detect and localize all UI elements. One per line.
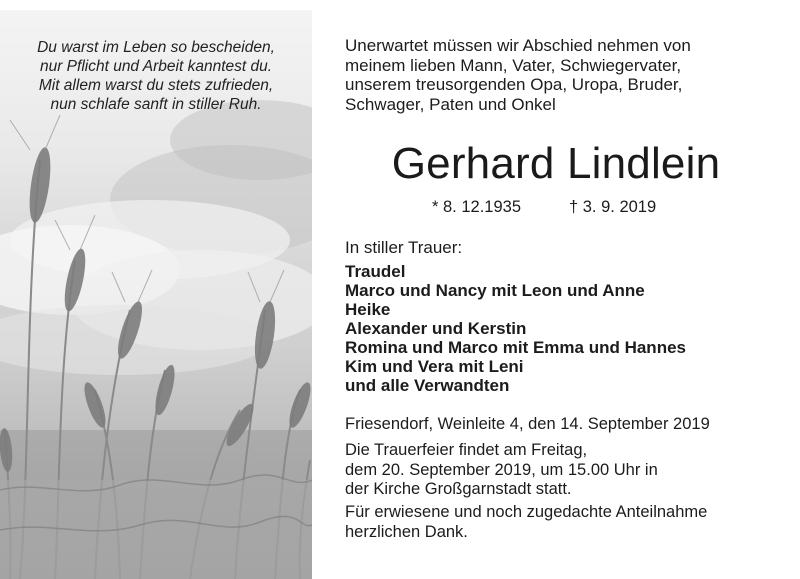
ceremony-line: der Kirche Großgarnstadt statt. xyxy=(345,480,572,498)
mourner-entry: Marco und Nancy mit Leon und Anne xyxy=(345,281,645,300)
intro-text xyxy=(345,36,691,114)
birth-date: * 8. 12.1935 xyxy=(432,198,521,216)
ceremony-line: Die Trauerfeier findet am Freitag, xyxy=(345,441,588,459)
intro-line: unserem treusorgenden Opa, Uropa, Bruder, xyxy=(345,75,683,94)
poem-line: Du warst im Leben so bescheiden, xyxy=(37,39,275,56)
place-and-date: Friesendorf, Weinleite 4, den 14. September 2019 xyxy=(345,415,710,433)
intro-line: Unerwartet müssen wir Abschied nehmen von xyxy=(345,36,691,55)
mourner-entry: und alle Verwandten xyxy=(345,376,510,395)
thanks-line: herzlichen Dank. xyxy=(345,522,468,541)
deceased-name: Gerhard Lindlein xyxy=(391,139,721,188)
funeral-ceremony-info xyxy=(345,441,658,500)
mourners-list xyxy=(345,262,686,395)
poem xyxy=(0,38,312,114)
ceremony-line: dem 20. September 2019, um 15.00 Uhr in xyxy=(345,460,658,479)
thanks-note xyxy=(345,503,707,542)
mourner-entry: Traudel xyxy=(345,262,406,281)
mourner-entry: Romina und Marco mit Emma und Hannes xyxy=(345,338,686,357)
mourner-entry: Heike xyxy=(345,300,391,319)
wheat-field-photo xyxy=(0,10,312,579)
poem-line: nur Pflicht und Arbeit kanntest du. xyxy=(39,58,273,75)
death-date: † 3. 9. 2019 xyxy=(569,198,657,216)
poem-line: Mit allem warst du stets zufrieden, xyxy=(38,77,274,94)
mourner-entry: Kim und Vera mit Leni xyxy=(345,357,524,376)
mourner-entry: Alexander und Kerstin xyxy=(345,319,527,338)
intro-line: meinem lieben Mann, Vater, Schwiegervater, xyxy=(345,55,682,75)
thanks-line: Für erwiesene und noch zugedachte Anteilnahme xyxy=(345,503,708,521)
poem-line: nun schlafe sanft in stiller Ruh. xyxy=(50,96,262,113)
intro-line: Schwager, Paten und Onkel xyxy=(345,94,556,114)
mourning-heading: In stiller Trauer: xyxy=(345,238,463,257)
